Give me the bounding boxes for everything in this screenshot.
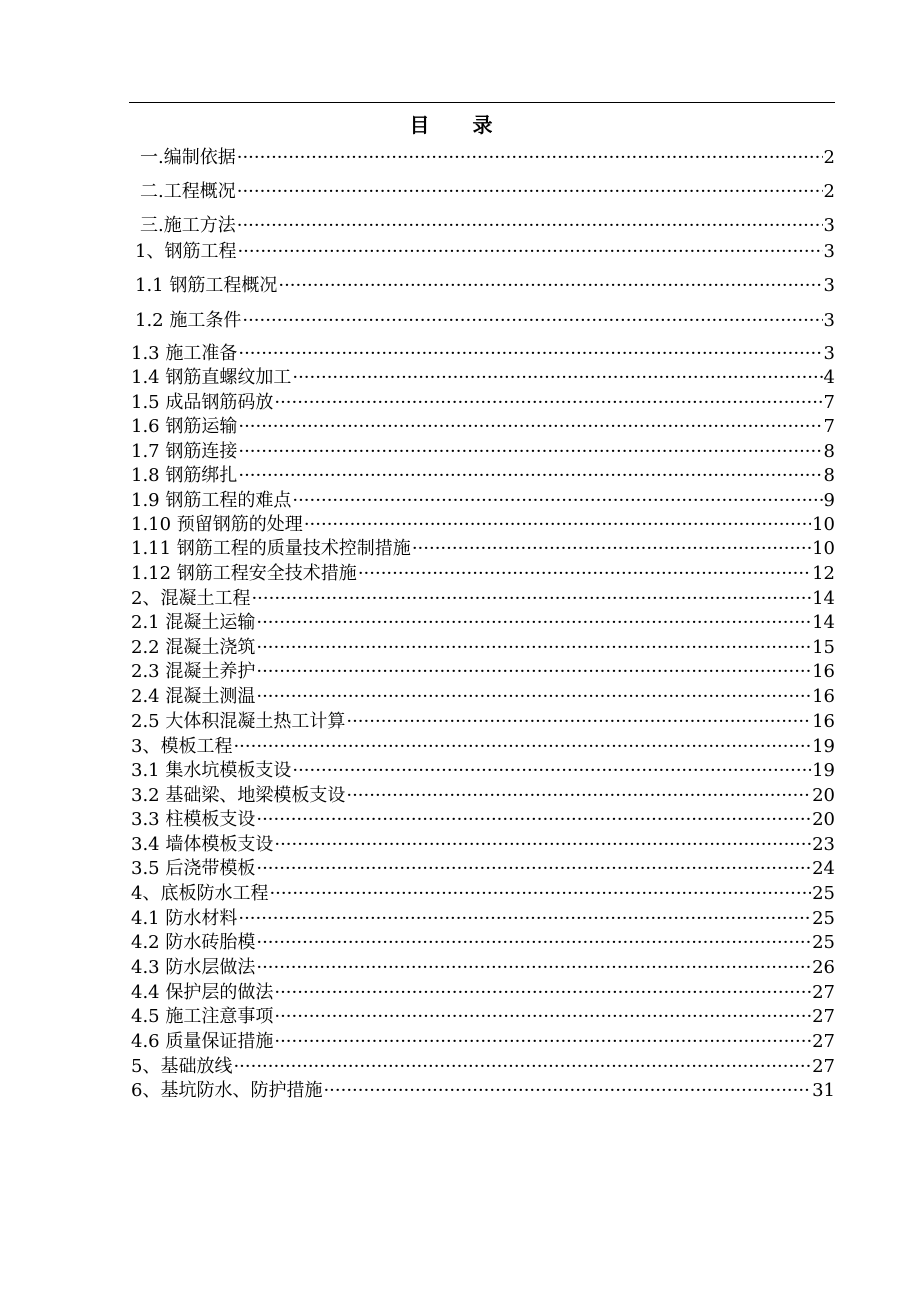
toc-entry-page-number: 16 [812,711,835,732]
toc-entry-page-number: 3 [823,215,835,236]
toc-dot-leader [238,907,811,931]
toc-entry-page-number: 19 [812,736,835,757]
toc-entry-page-number: 31 [812,1080,835,1101]
toc-entry[interactable] [131,464,835,488]
toc-entry-label: 2.3 混凝土养护 [131,661,256,682]
toc-entry-label: 1.3 施工准备 [131,343,238,364]
toc-entry[interactable] [131,489,835,513]
toc-entry-page-number: 23 [812,834,835,855]
toc-entry[interactable] [131,636,835,660]
toc-entry-page-number: 20 [812,785,835,806]
toc-entry[interactable] [140,146,835,170]
toc-dot-leader [233,735,811,759]
toc-entry-label: 2.5 大体积混凝土热工计算 [131,711,346,732]
toc-entry-page-number: 4 [823,367,835,388]
toc-entry[interactable] [131,882,835,906]
toc-entry-page-number: 2 [823,147,835,168]
toc-entry-label: 4.2 防水砖胎模 [131,932,256,953]
toc-entry[interactable] [131,342,835,366]
toc-dot-leader [256,808,811,832]
toc-dot-leader [237,146,823,170]
toc-entry[interactable] [135,240,835,264]
toc-entry-label: 1.2 施工条件 [135,310,242,331]
toc-dot-leader [323,1079,811,1103]
toc-entry-page-number: 20 [812,809,835,830]
toc-entry-page-number: 3 [823,310,835,331]
toc-dot-leader [256,685,811,709]
toc-entry-label: 3.1 集水坑模板支设 [131,760,292,781]
toc-entry-page-number: 10 [812,514,835,535]
toc-dot-leader [233,1055,811,1079]
toc-dot-leader [256,931,811,955]
toc-entry[interactable] [140,180,835,204]
toc-entry[interactable] [131,784,835,808]
toc-entry[interactable] [131,735,835,759]
toc-entry-page-number: 14 [812,588,835,609]
toc-dot-leader [238,464,822,488]
toc-dot-leader [256,857,811,881]
toc-entry[interactable] [131,1005,835,1029]
toc-dot-leader [274,1030,811,1054]
toc-entry-label: 一.编制依据 [140,147,236,168]
toc-entry-label: 2.4 混凝土测温 [131,686,256,707]
toc-entry[interactable] [131,366,835,390]
toc-dot-leader [256,956,811,980]
toc-entry-page-number: 27 [812,982,835,1003]
toc-entry-label: 2.1 混凝土运输 [131,612,256,633]
toc-dot-leader [358,562,811,586]
toc-entry-label: 2.2 混凝土浇筑 [131,637,256,658]
toc-entry-page-number: 26 [812,957,835,978]
toc-entry-label: 4.4 保护层的做法 [131,982,274,1003]
toc-entry-label: 3.3 柱模板支设 [131,809,256,830]
toc-entry[interactable] [131,660,835,684]
toc-entry-label: 4.5 施工注意事项 [131,1006,274,1027]
toc-entry-page-number: 2 [823,181,835,202]
toc-entry-label: 3.2 基础梁、地梁模板支设 [131,785,346,806]
toc-dot-leader [251,587,811,611]
toc-dot-leader [256,660,811,684]
toc-entry[interactable] [131,415,835,439]
toc-entry[interactable] [131,611,835,635]
toc-dot-leader [256,611,811,635]
toc-entry[interactable] [131,981,835,1005]
toc-entry[interactable] [131,1055,835,1079]
toc-entry-page-number: 9 [823,490,835,511]
toc-entry-label: 1.9 钢筋工程的难点 [131,490,292,511]
toc-entry-label: 1.8 钢筋绑扎 [131,465,238,486]
toc-entry-label: 4.3 防水层做法 [131,957,256,978]
toc-entry-page-number: 8 [823,441,835,462]
toc-entry[interactable] [131,513,835,537]
toc-entry-page-number: 19 [812,760,835,781]
toc-entry[interactable] [131,1079,835,1103]
toc-dot-leader [238,342,822,366]
toc-entry-page-number: 16 [812,661,835,682]
toc-entry-page-number: 3 [823,275,835,296]
toc-entry-label: 1.11 钢筋工程的质量技术控制措施 [131,538,411,559]
toc-entry[interactable] [131,1030,835,1054]
toc-entry-label: 1.7 钢筋连接 [131,441,238,462]
toc-entry-label: 1.6 钢筋运输 [131,416,238,437]
toc-entry-page-number: 27 [812,1056,835,1077]
toc-entry-label: 1.1 钢筋工程概况 [135,275,278,296]
toc-dot-leader [292,489,822,513]
toc-entry[interactable] [131,710,835,734]
toc-dot-leader [346,784,811,808]
toc-entry[interactable] [131,931,835,955]
toc-title: 目 录 [409,113,511,137]
toc-entry-label: 4.6 质量保证措施 [131,1031,274,1052]
toc-entry-page-number: 8 [823,465,835,486]
toc-dot-leader [269,882,811,906]
toc-entry-label: 3.5 后浇带模板 [131,858,256,879]
toc-entry-page-number: 3 [823,343,835,364]
toc-dot-leader [278,274,822,298]
toc-entry-page-number: 15 [812,637,835,658]
toc-dot-leader [274,833,811,857]
toc-dot-leader [238,440,822,464]
toc-dot-leader [292,366,822,390]
toc-entry-page-number: 3 [823,241,835,262]
toc-entry-label: 2、混凝土工程 [131,588,251,609]
toc-entry[interactable] [131,562,835,586]
toc-entry[interactable] [135,309,835,333]
toc-entry-label: 5、基础放线 [131,1056,233,1077]
toc-entry-page-number: 24 [812,858,835,879]
toc-entry[interactable] [131,857,835,881]
toc-entry[interactable] [131,833,835,857]
toc-entry[interactable] [135,274,835,298]
toc-dot-leader [346,710,811,734]
toc-entry[interactable] [131,391,835,415]
toc-entry-label: 1.12 钢筋工程安全技术措施 [131,563,357,584]
toc-dot-leader [304,513,811,537]
toc-entry[interactable] [131,808,835,832]
toc-entry[interactable] [131,440,835,464]
toc-entry[interactable] [131,907,835,931]
toc-entry-page-number: 10 [812,538,835,559]
toc-dot-leader [274,391,822,415]
toc-entry[interactable] [140,214,835,238]
toc-entry-label: 三.施工方法 [140,215,236,236]
toc-entry[interactable] [131,587,835,611]
toc-entry-label: 1.10 预留钢筋的处理 [131,514,303,535]
toc-dot-leader [237,180,823,204]
toc-dot-leader [412,537,811,561]
toc-entry-page-number: 25 [812,883,835,904]
toc-entry-label: 4、底板防水工程 [131,883,269,904]
toc-entry[interactable] [131,685,835,709]
toc-entry-label: 1.4 钢筋直螺纹加工 [131,367,292,388]
toc-entry-page-number: 27 [812,1006,835,1027]
toc-dot-leader [292,759,811,783]
toc-entry-label: 4.1 防水材料 [131,908,238,929]
toc-entry-label: 3.4 墙体模板支设 [131,834,274,855]
toc-entry[interactable] [131,956,835,980]
toc-dot-leader [274,981,811,1005]
toc-entry[interactable] [131,759,835,783]
toc-entry-label: 3、模板工程 [131,736,233,757]
toc-dot-leader [238,415,822,439]
toc-entry-label: 6、基坑防水、防护措施 [131,1080,323,1101]
toc-entry-page-number: 27 [812,1031,835,1052]
toc-entry-page-number: 7 [823,392,835,413]
toc-entry-page-number: 25 [812,932,835,953]
toc-dot-leader [242,309,822,333]
toc-entry-page-number: 14 [812,612,835,633]
toc-dot-leader [274,1005,811,1029]
toc-entry-page-number: 12 [812,563,835,584]
toc-dot-leader [256,636,811,660]
toc-dot-leader [237,240,822,264]
toc-entry-page-number: 7 [823,416,835,437]
toc-entry-page-number: 16 [812,686,835,707]
toc-dot-leader [237,214,823,238]
toc-entry-label: 1.5 成品钢筋码放 [131,392,274,413]
toc-entry-label: 二.工程概况 [140,181,236,202]
toc-entry-page-number: 25 [812,908,835,929]
toc-entry-label: 1、钢筋工程 [135,241,237,262]
toc-entry[interactable] [131,537,835,561]
